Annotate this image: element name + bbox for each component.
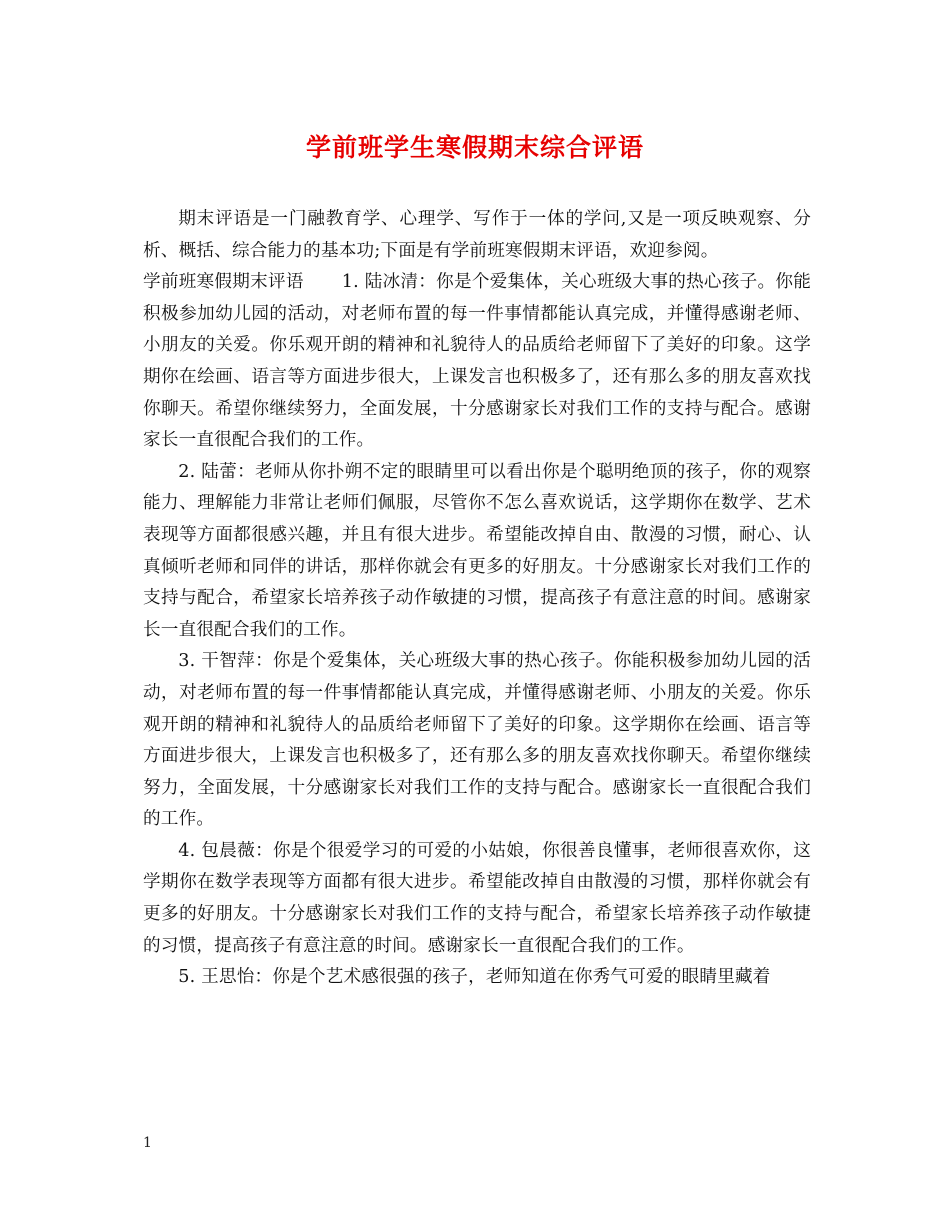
document-body xyxy=(143,204,811,994)
comment-text-1: 1. 陆冰清：你是个爱集体，关心班级大事的热心孩子。你能积极参加幼儿园的活动，对老师布置的每一件事情都能认真完成，并懂得感谢老师、小朋友的关爱。你乐观开朗的精神和礼貌待人的品质给老师留下了美好的印象。这学期你在绘画、语言等方面进步很大，上课发言也积极多了，还有那么多的朋友喜欢找你聊天。希望你继续努力，全面发展，十分感谢家长对我们工作的支持与配合。感谢家长一直很配合我们的工作。 xyxy=(143,272,811,451)
comment-paragraph-1 xyxy=(143,267,811,457)
intro-paragraph: 期末评语是一门融教育学、心理学、写作于一体的学问,又是一项反映观察、分析、概括、综合能力的基本功;下面是有学前班寒假期末评语，欢迎参阅。 xyxy=(143,209,811,261)
comment-paragraph-2: 2. 陆蕾：老师从你扑朔不定的眼睛里可以看出你是个聪明绝顶的孩子，你的观察能力、理解能力非常让老师们佩服，尽管你不怎么喜欢说话，这学期你在数学、艺术表现等方面都很感兴趣，并且有很大进步。希望能改掉自由、散漫的习惯，耐心、认真倾听老师和同伴的讲话，那样你就会有更多的好朋友。十分感谢家长对我们工作的支持与配合，希望家长培养孩子动作敏捷的习惯，提高孩子有意注意的时间。感谢家长一直很配合我们的工作。 xyxy=(143,461,811,640)
comment-paragraph-5: 5. 王思怡：你是个艺术感很强的孩子，老师知道在你秀气可爱的眼睛里藏着 xyxy=(178,967,771,988)
section-label: 学前班寒假期末评语 xyxy=(143,272,304,293)
page-number: 1 xyxy=(143,1135,152,1151)
document-title: 学前班学生寒假期末综合评语 xyxy=(305,133,644,162)
comment-paragraph-3: 3. 干智萍：你是个爱集体，关心班级大事的热心孩子。你能积极参加幼儿园的活动，对老师布置的每一件事情都能认真完成，并懂得感谢老师、小朋友的关爱。你乐观开朗的精神和礼貌待人的品质给老师留下了美好的印象。这学期你在绘画、语言等方面进步很大，上课发言也积极多了，还有那么多的朋友喜欢找你聊天。希望你继续努力，全面发展，十分感谢家长对我们工作的支持与配合。感谢家长一直很配合我们的工作。 xyxy=(143,651,811,830)
comment-paragraph-4: 4. 包晨薇：你是个很爱学习的可爱的小姑娘，你很善良懂事，老师很喜欢你，这学期你在数学表现等方面都有很大进步。希望能改掉自由散漫的习惯，那样你就会有更多的好朋友。十分感谢家长对我们工作的支持与配合，希望家长培养孩子动作敏捷的习惯，提高孩子有意注意的时间。感谢家长一直很配合我们的工作。 xyxy=(143,840,811,956)
